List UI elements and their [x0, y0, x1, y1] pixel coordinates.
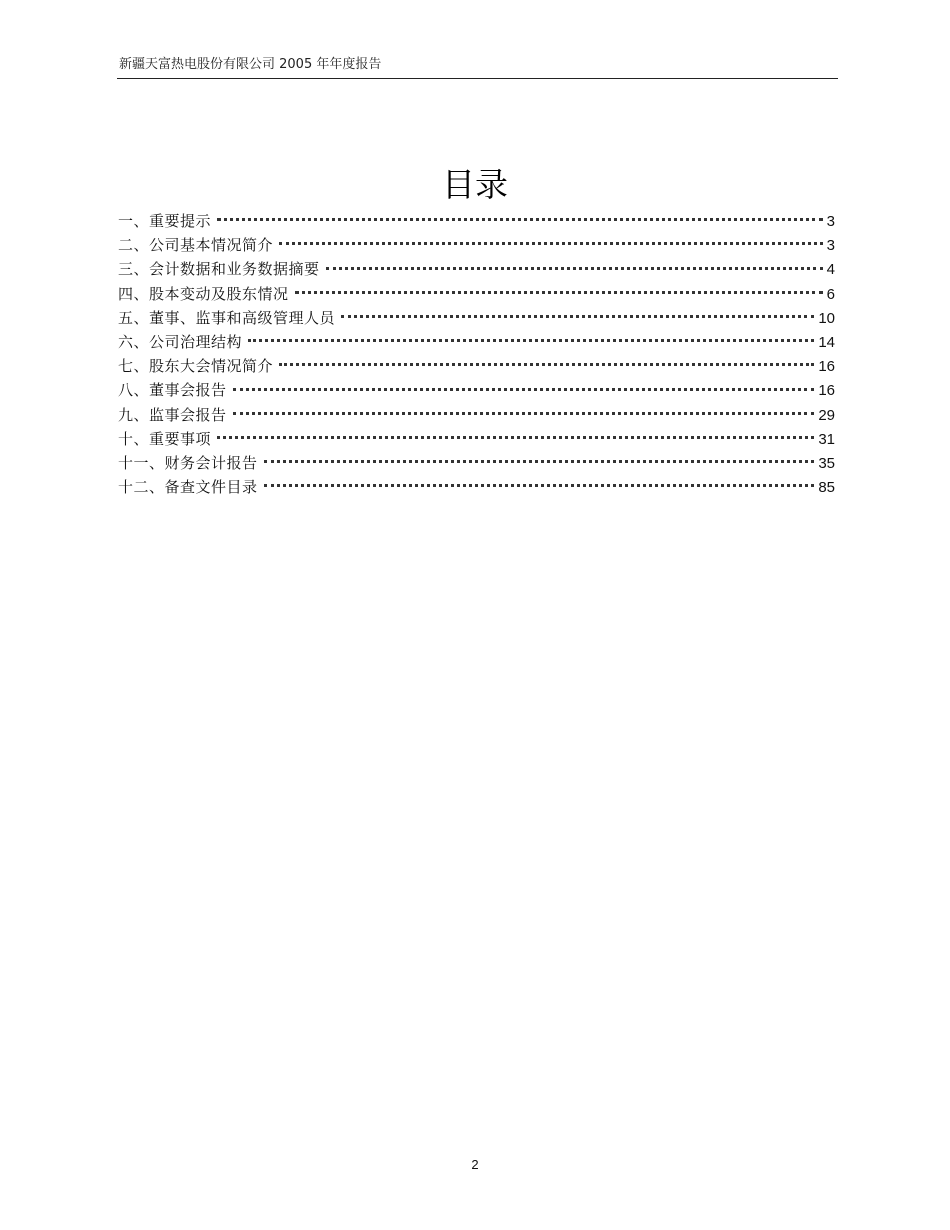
toc-dot-leader — [264, 460, 815, 463]
toc-entry[interactable] — [118, 282, 835, 306]
toc-list — [118, 209, 835, 499]
toc-entry-label: 十一、财务会计报告 — [118, 453, 258, 472]
toc-dot-leader — [217, 218, 823, 221]
toc-entry-page: 10 — [818, 309, 835, 327]
toc-entry-page: 6 — [826, 285, 835, 303]
toc-entry-label: 一、重要提示 — [118, 212, 212, 230]
toc-entry-label: 十二、备查文件目录 — [118, 478, 258, 497]
toc-entry[interactable] — [118, 306, 835, 330]
toc-dot-leader — [279, 363, 814, 366]
toc-dot-leader — [233, 412, 815, 415]
toc-entry-page: 3 — [826, 213, 835, 230]
toc-dot-leader — [248, 339, 814, 342]
toc-entry[interactable] — [118, 475, 835, 499]
toc-dot-leader — [217, 436, 814, 439]
toc-dot-leader — [295, 291, 823, 294]
toc-entry-label: 四、股本变动及股东情况 — [118, 284, 289, 303]
toc-entry-label: 三、会计数据和业务数据摘要 — [118, 260, 320, 279]
toc-entry-page: 4 — [826, 261, 835, 279]
toc-entry-label: 六、公司治理结构 — [118, 332, 243, 351]
header-title: 新疆天富热电股份有限公司 2005 年年度报告 — [119, 57, 382, 72]
toc-entry-page: 85 — [818, 479, 835, 497]
toc-entry-page: 3 — [826, 237, 835, 255]
toc-entry[interactable] — [118, 378, 835, 402]
toc-entry[interactable] — [118, 354, 835, 378]
toc-entry-label: 八、董事会报告 — [118, 381, 227, 400]
toc-entry-page: 14 — [818, 333, 835, 351]
toc-entry[interactable] — [118, 451, 835, 475]
toc-dot-leader — [341, 315, 814, 318]
toc-entry-label: 十、重要事项 — [118, 429, 212, 448]
toc-dot-leader — [326, 267, 823, 270]
toc-entry[interactable] — [118, 403, 835, 427]
toc-entry-label: 二、公司基本情况简介 — [118, 236, 274, 255]
toc-title: 目录 — [442, 165, 508, 204]
toc-entry[interactable] — [118, 427, 835, 451]
toc-dot-leader — [264, 484, 815, 487]
toc-dot-leader — [279, 242, 823, 245]
toc-entry[interactable] — [118, 233, 835, 257]
toc-entry-page: 29 — [818, 406, 835, 424]
toc-entry[interactable] — [118, 257, 835, 281]
toc-entry-page: 16 — [818, 358, 835, 376]
toc-entry-label: 五、董事、监事和高级管理人员 — [118, 308, 336, 327]
page-number: 2 — [471, 1157, 479, 1172]
toc-entry[interactable] — [118, 330, 835, 354]
page-header — [117, 56, 838, 79]
toc-entry-page: 35 — [818, 454, 835, 472]
toc-entry-page: 16 — [818, 382, 835, 400]
toc-entry-label: 七、股东大会情况简介 — [118, 357, 274, 376]
toc-dot-leader — [233, 388, 815, 391]
toc-entry-label: 九、监事会报告 — [118, 405, 227, 424]
toc-entry-page: 31 — [818, 430, 835, 448]
toc-entry[interactable] — [118, 209, 835, 233]
